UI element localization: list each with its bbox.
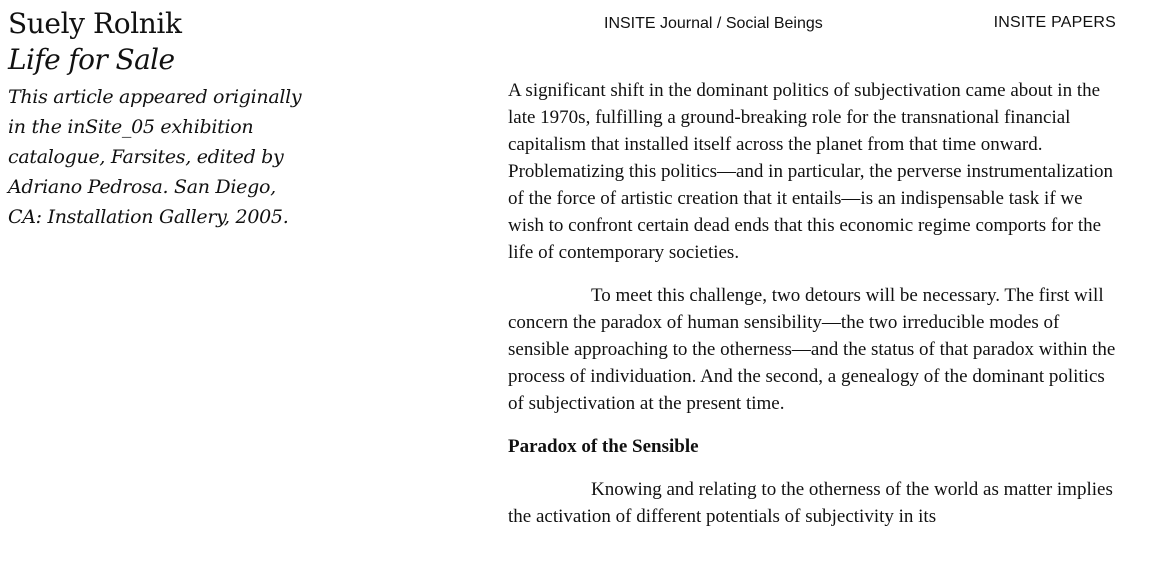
article-sidebar: [8, 6, 328, 232]
article-paragraph-2: To meet this challenge, two detours will be necessary. The first will concern the paradox of human sensibility—the two irreducible modes of sensible approaching to the otherness—and the status of that paradox within the process of individuation. And the second, a genealogy of the dominant politics of subjectivation at the present time.: [508, 285, 1116, 414]
article-paragraph-3: Knowing and relating to the otherness of the world as matter implies the activation of different potentials of subjectivity in its: [508, 479, 1113, 527]
article-title: Life for Sale: [8, 43, 175, 76]
journal-section-link[interactable]: INSITE Journal / Social Beings: [604, 15, 823, 32]
author-name: Suely Rolnik: [8, 7, 182, 40]
article-body: [508, 77, 1123, 546]
section-heading: Paradox of the Sensible: [508, 436, 699, 457]
insite-papers-link[interactable]: INSITE PAPERS: [993, 14, 1116, 31]
publication-note: This article appeared originally in the inSite_05 exhibition catalogue, Farsites, edited by Adriano Pedrosa. San Diego, CA: Installation Gallery, 2005.: [8, 86, 302, 228]
article-paragraph-1: A significant shift in the dominant politics of subjectivation came about in the late 1970s, fulfilling a ground-breaking role for the transnational financial capitalism that installed itself across the planet from that time onward. Problematizing this politics—and in particular, the perverse instrumentalization of the force of artistic creation that it entails—is an indispensable task if we wish to confront certain dead ends that this economic regime comports for the life of contemporary societies.: [508, 80, 1113, 263]
